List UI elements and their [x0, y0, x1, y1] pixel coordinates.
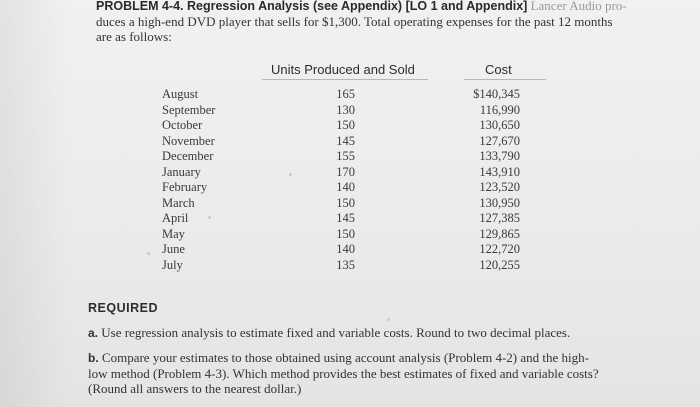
units-cell: 150 [336, 118, 355, 132]
month-cell: October [162, 118, 203, 132]
units-cell: 170 [336, 164, 355, 179]
month-cell: May [162, 226, 185, 241]
cost-cell: 133,790 [479, 149, 520, 163]
cost-cell: $140,345 [473, 87, 520, 101]
cost-cell: 130,650 [479, 118, 520, 132]
table-row [0, 165, 700, 181]
month-cell: January [162, 164, 201, 179]
cost-cell: 127,385 [479, 211, 520, 225]
table-row [0, 258, 700, 274]
month-cell: July [162, 257, 183, 272]
month-cell: April [162, 211, 189, 225]
cost-cell: 129,865 [479, 226, 520, 241]
units-cell: 145 [336, 133, 355, 148]
units-cell: 155 [336, 149, 355, 163]
table-row [0, 118, 700, 134]
cost-cell: 130,950 [479, 195, 520, 210]
question-b-letter: b. [88, 351, 99, 365]
table-row [0, 211, 700, 227]
question-a-letter: a. [88, 326, 99, 340]
problem-intro-line-end: are as follows: [96, 29, 172, 44]
required-heading: REQUIRED [88, 301, 158, 315]
table-row [0, 180, 700, 196]
month-cell: March [162, 195, 195, 210]
table-row [0, 227, 700, 243]
column-header-cost: Cost [485, 62, 512, 77]
column-header-units: Units Produced and Sold [271, 62, 415, 77]
table-row [0, 242, 700, 258]
month-cell: December [162, 149, 214, 163]
units-cell: 145 [336, 211, 355, 225]
problem-intro-line: duces a high-end DVD player that sells for $1,300. Total operating expenses for the past 12 months [96, 14, 613, 29]
speck [289, 173, 292, 176]
units-cell: 130 [336, 102, 355, 117]
column-rule-cost [464, 79, 546, 80]
table-row [0, 134, 700, 150]
question-a [88, 325, 608, 341]
table-row [0, 87, 700, 103]
month-cell: June [162, 242, 185, 256]
question-a-text: Use regression analysis to estimate fixed and variable costs. Round to two decimal places. [101, 325, 571, 340]
speck [147, 252, 150, 255]
cost-cell: 116,990 [479, 102, 520, 117]
table-row [0, 149, 700, 165]
units-cell: 165 [336, 87, 355, 101]
cost-cell: 127,670 [479, 133, 520, 148]
company-name-faded: Lancer Audio pro- [530, 0, 627, 13]
speck [208, 216, 211, 219]
month-cell: November [162, 133, 215, 148]
speck [387, 318, 390, 321]
month-cell: September [162, 102, 216, 117]
table-row [0, 196, 700, 212]
question-b [88, 350, 608, 396]
units-cell: 150 [336, 226, 355, 241]
question-b-text: Compare your estimates to those obtained using account analysis (Problem 4-2) and the high-low method (Problem 4-3). Which method provides the best estimates of fixed and variable costs? (Round all answers to the nearest dollar.) [88, 350, 599, 396]
month-cell: August [162, 87, 199, 101]
cost-cell: 120,255 [479, 257, 520, 272]
column-rule-units [262, 79, 428, 80]
units-cell: 140 [336, 242, 355, 256]
units-cell: 135 [336, 257, 355, 272]
problem-id: PROBLEM 4-4. Regression Analysis (see Appendix) [LO 1 and Appendix] [96, 0, 528, 13]
table-row [0, 103, 700, 119]
cost-cell: 143,910 [479, 164, 520, 179]
month-cell: February [162, 180, 208, 194]
cost-cell: 123,520 [479, 180, 520, 194]
units-cell: 150 [336, 195, 355, 210]
cost-cell: 122,720 [479, 242, 520, 256]
units-cell: 140 [336, 180, 355, 194]
